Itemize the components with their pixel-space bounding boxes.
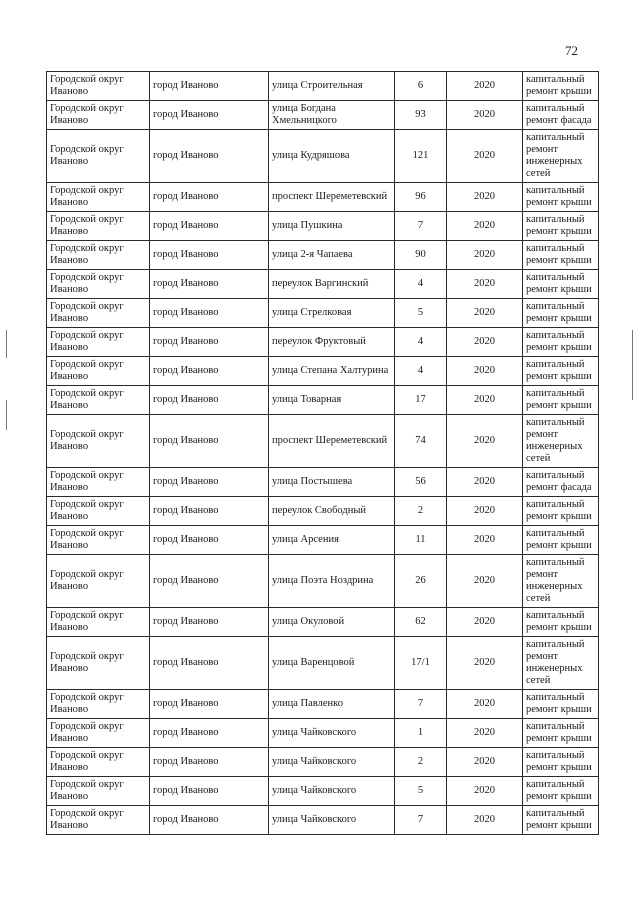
street-cell: переулок Свободный (269, 497, 395, 526)
street-cell: улица Чайковского (269, 719, 395, 748)
year-cell: 2020 (447, 101, 523, 130)
settlement-cell: город Иваново (150, 212, 269, 241)
table-row (47, 328, 599, 357)
year-cell: 2020 (447, 415, 523, 468)
house-number-cell: 26 (395, 555, 447, 608)
street-cell: улица Пушкина (269, 212, 395, 241)
work-type-cell: капитальный ремонт крыши (523, 748, 599, 777)
settlement-cell: город Иваново (150, 101, 269, 130)
municipality-cell: Городской округ Иваново (47, 690, 150, 719)
settlement-cell: город Иваново (150, 270, 269, 299)
scan-artifact (632, 330, 633, 400)
table-row (47, 415, 599, 468)
settlement-cell: город Иваново (150, 386, 269, 415)
settlement-cell: город Иваново (150, 719, 269, 748)
table-row (47, 212, 599, 241)
table-row (47, 130, 599, 183)
house-number-cell: 7 (395, 806, 447, 835)
street-cell: улица Постышева (269, 468, 395, 497)
street-cell: улица Товарная (269, 386, 395, 415)
street-cell: улица Кудряшова (269, 130, 395, 183)
table-row (47, 555, 599, 608)
year-cell: 2020 (447, 777, 523, 806)
municipality-cell: Городской округ Иваново (47, 212, 150, 241)
year-cell: 2020 (447, 299, 523, 328)
street-cell: улица Чайковского (269, 777, 395, 806)
municipality-cell: Городской округ Иваново (47, 637, 150, 690)
house-number-cell: 90 (395, 241, 447, 270)
street-cell: переулок Варгинский (269, 270, 395, 299)
work-type-cell: капитальный ремонт крыши (523, 270, 599, 299)
house-number-cell: 4 (395, 328, 447, 357)
street-cell: улица Окуловой (269, 608, 395, 637)
house-number-cell: 121 (395, 130, 447, 183)
house-number-cell: 1 (395, 719, 447, 748)
house-number-cell: 2 (395, 497, 447, 526)
municipality-cell: Городской округ Иваново (47, 72, 150, 101)
house-number-cell: 17 (395, 386, 447, 415)
table-row (47, 183, 599, 212)
table-row (47, 299, 599, 328)
work-type-cell: капитальный ремонт крыши (523, 690, 599, 719)
work-type-cell: капитальный ремонт крыши (523, 328, 599, 357)
municipality-cell: Городской округ Иваново (47, 101, 150, 130)
year-cell: 2020 (447, 637, 523, 690)
municipality-cell: Городской округ Иваново (47, 748, 150, 777)
house-number-cell: 96 (395, 183, 447, 212)
work-type-cell: капитальный ремонт крыши (523, 299, 599, 328)
settlement-cell: город Иваново (150, 526, 269, 555)
year-cell: 2020 (447, 468, 523, 497)
street-cell: проспект Шереметевский (269, 415, 395, 468)
scan-artifact (6, 400, 7, 430)
year-cell: 2020 (447, 526, 523, 555)
settlement-cell: город Иваново (150, 241, 269, 270)
table-row (47, 806, 599, 835)
settlement-cell: город Иваново (150, 72, 269, 101)
street-cell: улица Богдана Хмельницкого (269, 101, 395, 130)
year-cell: 2020 (447, 555, 523, 608)
municipality-cell: Городской округ Иваново (47, 468, 150, 497)
work-type-cell: капитальный ремонт крыши (523, 719, 599, 748)
municipality-cell: Городской округ Иваново (47, 415, 150, 468)
work-type-cell: капитальный ремонт фасада (523, 101, 599, 130)
work-type-cell: капитальный ремонт крыши (523, 386, 599, 415)
table-row (47, 72, 599, 101)
work-type-cell: капитальный ремонт инженерных сетей (523, 415, 599, 468)
work-type-cell: капитальный ремонт крыши (523, 608, 599, 637)
municipality-cell: Городской округ Иваново (47, 241, 150, 270)
table-row (47, 777, 599, 806)
house-number-cell: 4 (395, 270, 447, 299)
house-number-cell: 7 (395, 212, 447, 241)
page-number: 72 (565, 43, 578, 58)
municipality-cell: Городской округ Иваново (47, 497, 150, 526)
municipality-cell: Городской округ Иваново (47, 357, 150, 386)
table-row (47, 637, 599, 690)
year-cell: 2020 (447, 212, 523, 241)
municipality-cell: Городской округ Иваново (47, 777, 150, 806)
settlement-cell: город Иваново (150, 806, 269, 835)
municipality-cell: Городской округ Иваново (47, 526, 150, 555)
street-cell: переулок Фруктовый (269, 328, 395, 357)
table-row (47, 386, 599, 415)
settlement-cell: город Иваново (150, 690, 269, 719)
municipality-cell: Городской округ Иваново (47, 270, 150, 299)
year-cell: 2020 (447, 690, 523, 719)
settlement-cell: город Иваново (150, 357, 269, 386)
settlement-cell: город Иваново (150, 415, 269, 468)
year-cell: 2020 (447, 72, 523, 101)
work-type-cell: капитальный ремонт инженерных сетей (523, 555, 599, 608)
settlement-cell: город Иваново (150, 608, 269, 637)
work-type-cell: капитальный ремонт крыши (523, 497, 599, 526)
house-number-cell: 4 (395, 357, 447, 386)
street-cell: улица Арсения (269, 526, 395, 555)
year-cell: 2020 (447, 328, 523, 357)
street-cell: проспект Шереметевский (269, 183, 395, 212)
settlement-cell: город Иваново (150, 497, 269, 526)
work-type-cell: капитальный ремонт инженерных сетей (523, 637, 599, 690)
settlement-cell: город Иваново (150, 468, 269, 497)
table-row (47, 357, 599, 386)
house-number-cell: 7 (395, 690, 447, 719)
work-type-cell: капитальный ремонт крыши (523, 183, 599, 212)
house-number-cell: 74 (395, 415, 447, 468)
work-type-cell: капитальный ремонт крыши (523, 806, 599, 835)
table-row (47, 270, 599, 299)
municipality-cell: Городской округ Иваново (47, 806, 150, 835)
house-number-cell: 6 (395, 72, 447, 101)
repair-registry-table (46, 71, 599, 835)
work-type-cell: капитальный ремонт крыши (523, 72, 599, 101)
street-cell: улица Павленко (269, 690, 395, 719)
year-cell: 2020 (447, 806, 523, 835)
settlement-cell: город Иваново (150, 637, 269, 690)
house-number-cell: 56 (395, 468, 447, 497)
year-cell: 2020 (447, 386, 523, 415)
settlement-cell: город Иваново (150, 299, 269, 328)
year-cell: 2020 (447, 748, 523, 777)
table-row (47, 101, 599, 130)
year-cell: 2020 (447, 183, 523, 212)
municipality-cell: Городской округ Иваново (47, 386, 150, 415)
street-cell: улица Степана Халтурина (269, 357, 395, 386)
street-cell: улица Чайковского (269, 748, 395, 777)
work-type-cell: капитальный ремонт крыши (523, 526, 599, 555)
settlement-cell: город Иваново (150, 777, 269, 806)
table-row (47, 748, 599, 777)
municipality-cell: Городской округ Иваново (47, 608, 150, 637)
street-cell: улица Поэта Ноздрина (269, 555, 395, 608)
table-row (47, 719, 599, 748)
year-cell: 2020 (447, 357, 523, 386)
street-cell: улица Стрелковая (269, 299, 395, 328)
scan-artifact (6, 330, 7, 358)
table-row (47, 690, 599, 719)
settlement-cell: город Иваново (150, 183, 269, 212)
year-cell: 2020 (447, 719, 523, 748)
table-row (47, 468, 599, 497)
work-type-cell: капитальный ремонт крыши (523, 777, 599, 806)
work-type-cell: капитальный ремонт фасада (523, 468, 599, 497)
table-body (47, 72, 599, 835)
work-type-cell: капитальный ремонт крыши (523, 212, 599, 241)
table-row (47, 608, 599, 637)
street-cell: улица Чайковского (269, 806, 395, 835)
house-number-cell: 17/1 (395, 637, 447, 690)
settlement-cell: город Иваново (150, 748, 269, 777)
municipality-cell: Городской округ Иваново (47, 328, 150, 357)
year-cell: 2020 (447, 130, 523, 183)
house-number-cell: 5 (395, 777, 447, 806)
table-row (47, 497, 599, 526)
municipality-cell: Городской округ Иваново (47, 130, 150, 183)
year-cell: 2020 (447, 241, 523, 270)
year-cell: 2020 (447, 497, 523, 526)
municipality-cell: Городской округ Иваново (47, 719, 150, 748)
settlement-cell: город Иваново (150, 328, 269, 357)
house-number-cell: 5 (395, 299, 447, 328)
house-number-cell: 2 (395, 748, 447, 777)
street-cell: улица Строительная (269, 72, 395, 101)
settlement-cell: город Иваново (150, 555, 269, 608)
house-number-cell: 93 (395, 101, 447, 130)
house-number-cell: 11 (395, 526, 447, 555)
table-row (47, 241, 599, 270)
municipality-cell: Городской округ Иваново (47, 299, 150, 328)
municipality-cell: Городской округ Иваново (47, 183, 150, 212)
street-cell: улица Варенцовой (269, 637, 395, 690)
year-cell: 2020 (447, 608, 523, 637)
table-row (47, 526, 599, 555)
settlement-cell: город Иваново (150, 130, 269, 183)
work-type-cell: капитальный ремонт инженерных сетей (523, 130, 599, 183)
street-cell: улица 2-я Чапаева (269, 241, 395, 270)
year-cell: 2020 (447, 270, 523, 299)
work-type-cell: капитальный ремонт крыши (523, 241, 599, 270)
municipality-cell: Городской округ Иваново (47, 555, 150, 608)
house-number-cell: 62 (395, 608, 447, 637)
work-type-cell: капитальный ремонт крыши (523, 357, 599, 386)
